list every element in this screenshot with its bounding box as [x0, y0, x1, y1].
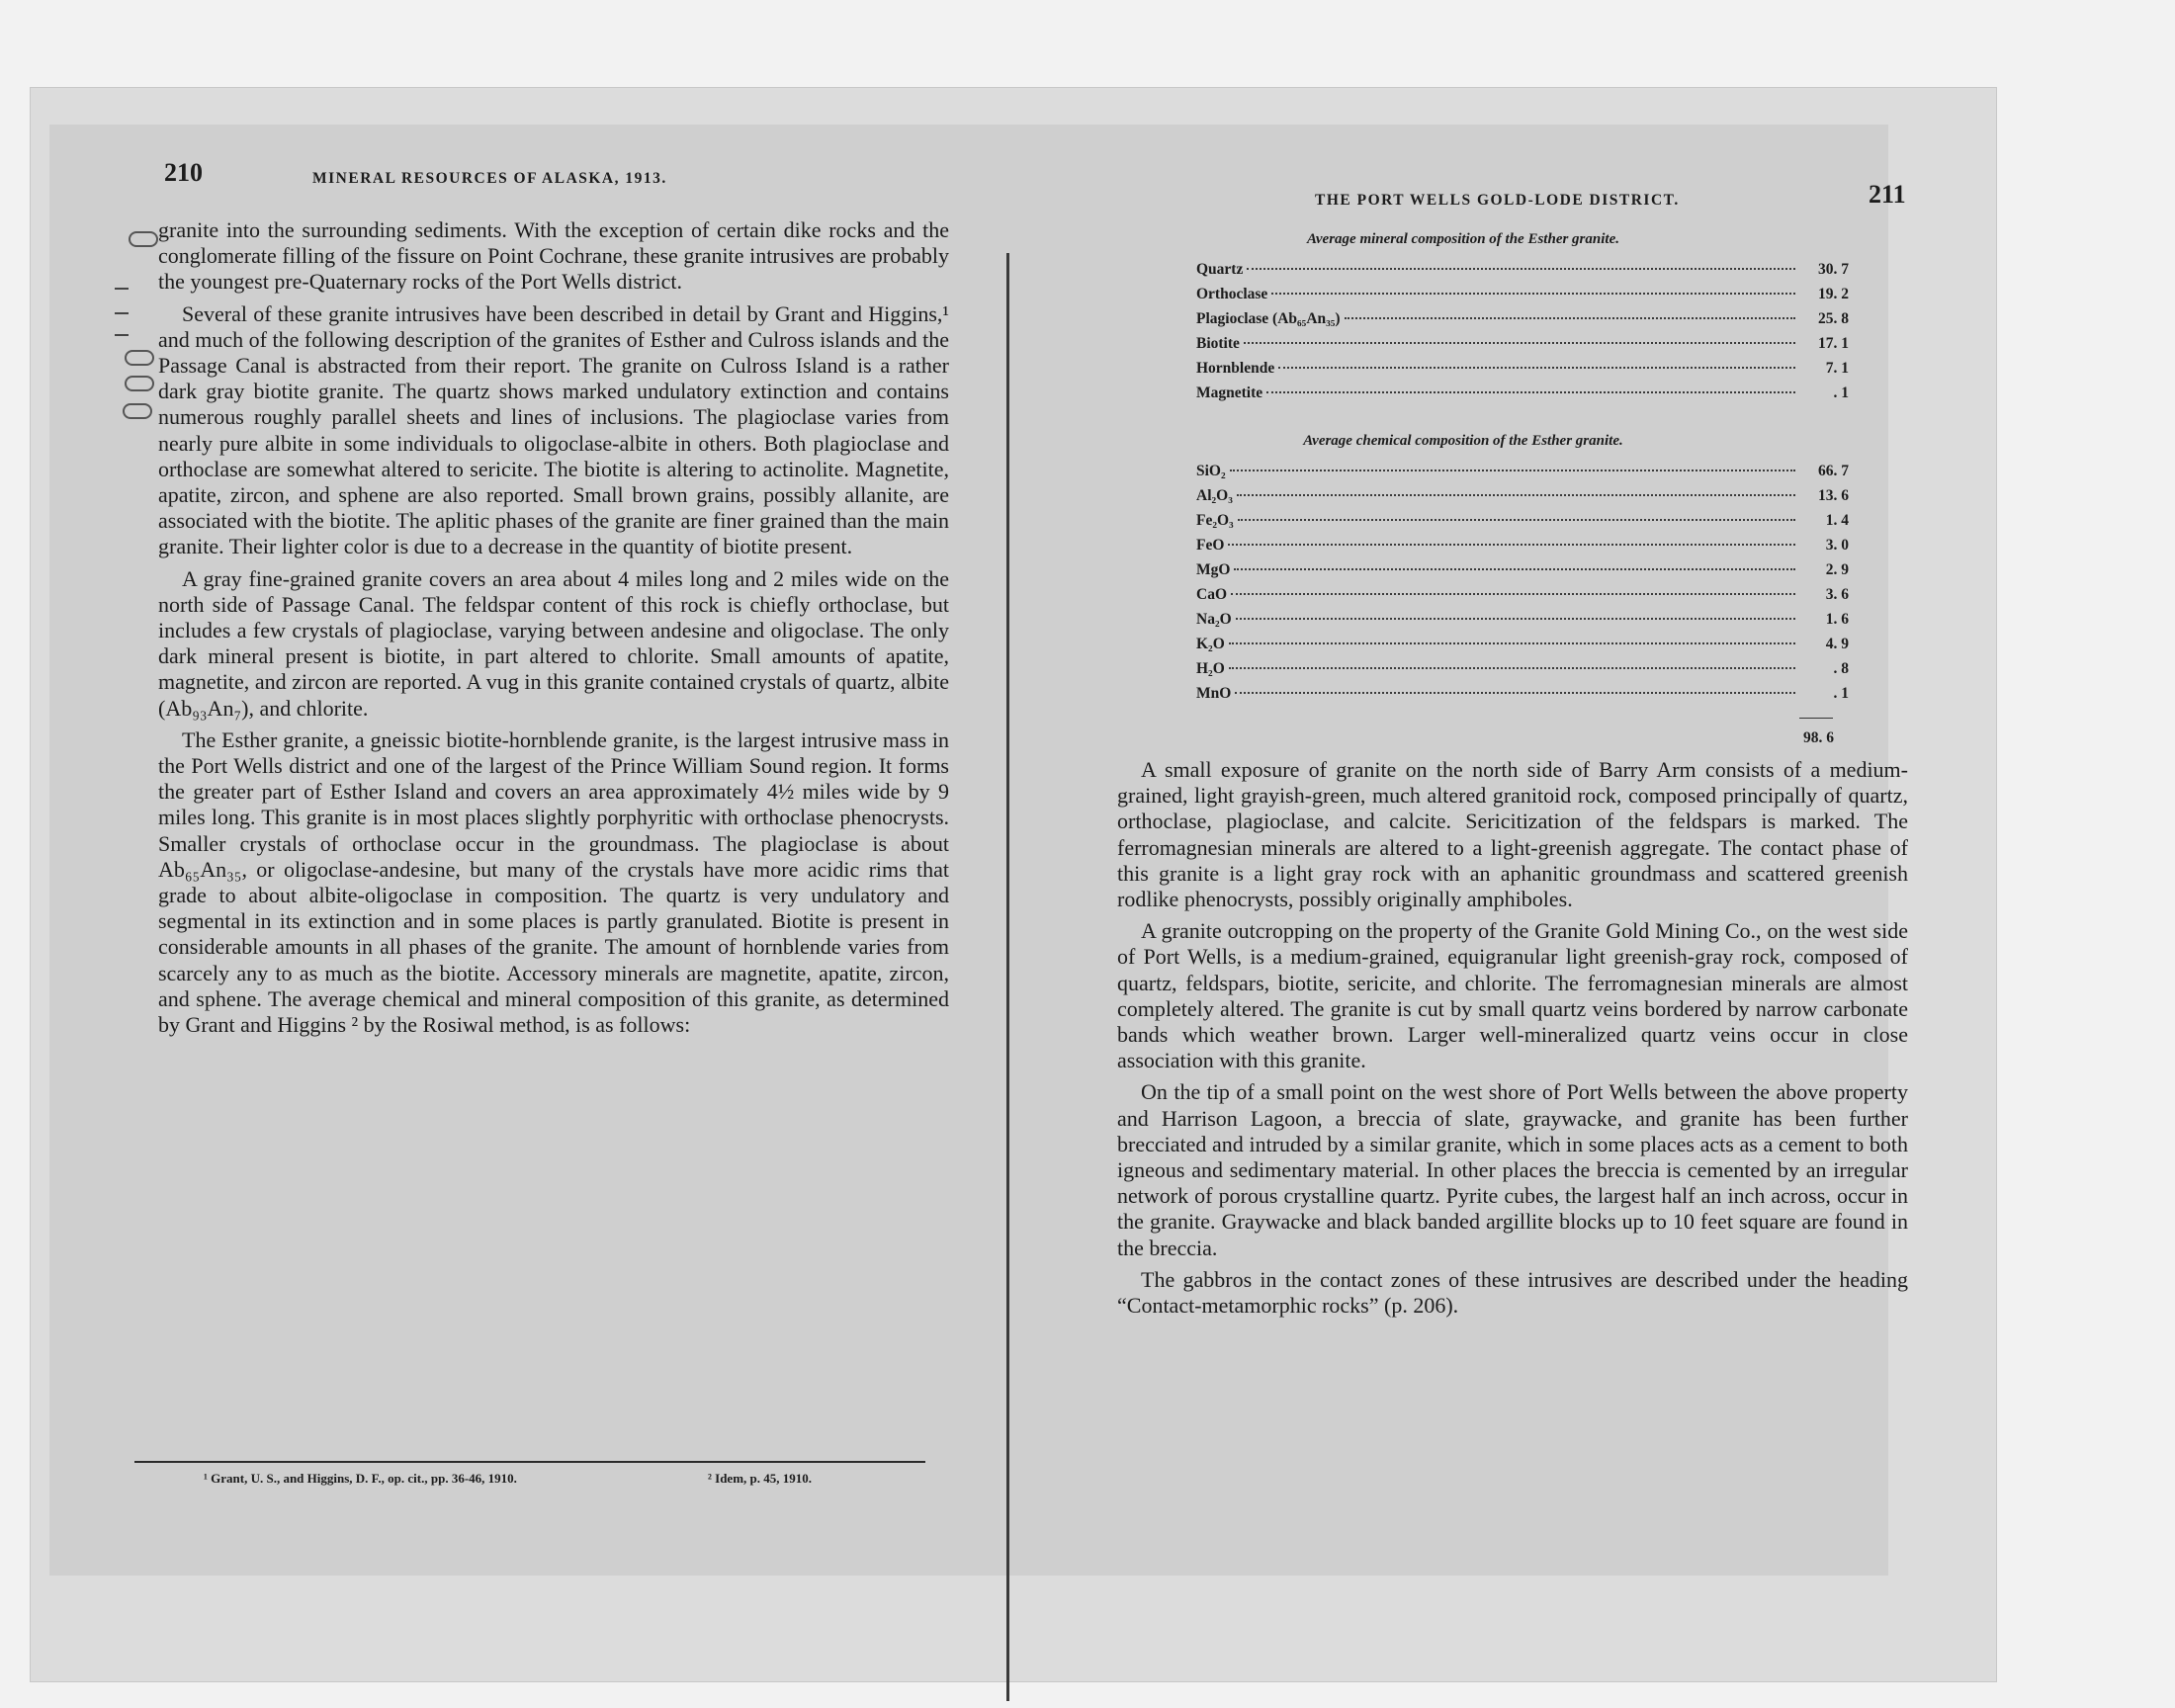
table-row — [1196, 660, 1849, 678]
paragraph: A gray fine-grained granite covers an area about 4 miles long and 2 miles wide on the north side of Passage Canal. The feldspar content of this rock is chiefly orthoclase, but includes a few crystals of plagioclase, varying between andesine and oligoclase. The only dark mineral present is biotite, in part altered to chlorite. Small amounts of apatite, magnetite, and zircon are reported. A vug in this granite contained crystals of quartz, albite (Ab₉₃An₇), and chlorite. — [158, 565, 949, 721]
dot-leader — [1235, 691, 1795, 694]
chemical-table-caption: Average chemical composition of the Esther granite. — [1303, 433, 1623, 449]
table-row-label: Na₂O — [1196, 611, 1232, 628]
table-row-label: Fe₂O₃ — [1196, 512, 1234, 529]
table-row-value: 3. 0 — [1825, 537, 1849, 554]
running-head: THE PORT WELLS GOLD-LODE DISTRICT. — [1315, 192, 1680, 209]
table-row-value: 4. 9 — [1825, 636, 1849, 652]
right-body-text — [1117, 757, 1908, 1324]
paragraph: The gabbros in the contact zones of these intrusives are described under the heading “Contact-metamorphic rocks” (p. 206). — [1117, 1266, 1908, 1319]
table-row — [1196, 335, 1849, 353]
table-row — [1196, 310, 1849, 328]
running-head: MINERAL RESOURCES OF ALASKA, 1913. — [312, 170, 667, 187]
paragraph: Several of these granite intrusives have been described in detail by Grant and Higgins,¹ and much of the following description of the granites of Esther and Culross islands and the Passage Canal is abstracted from their report. The granite on Culross Island is a rather dark gray biotite granite. The quartz shows marked undulatory extinction and contains numerous roughly parallel sheets and lines of inclusions. The plagioclase varies from nearly pure albite in some individuals to oligoclase-albite in others. Both plagioclase and orthoclase are somewhat altered to sericite. The biotite is altering to actinolite. Magnetite, apatite, zircon, and sphene are also reported. Small brown grains, possibly allanite, are associated with the biotite. The aplitic phases of the granite are finer grained than the main granite. Their lighter color is due to a decrease in the quantity of biotite present. — [158, 300, 949, 559]
dot-leader — [1234, 567, 1795, 570]
dot-leader — [1229, 641, 1795, 644]
table-row-value: 1. 4 — [1825, 512, 1849, 529]
dot-leader — [1228, 543, 1795, 546]
margin-mark — [115, 312, 129, 314]
table-row-label: Plagioclase (Ab₆₅An₃₅) — [1196, 310, 1341, 327]
page-gutter — [1006, 253, 1009, 1701]
margin-mark — [123, 403, 152, 419]
table-row — [1196, 512, 1849, 530]
table-row-label: Orthoclase — [1196, 286, 1268, 302]
table-row-label: MgO — [1196, 561, 1231, 578]
dot-leader — [1236, 617, 1795, 620]
dot-leader — [1231, 592, 1795, 595]
margin-mark — [129, 231, 158, 247]
left-body-text — [158, 217, 949, 1044]
table-row-value: 13. 6 — [1818, 487, 1849, 504]
table-row-value: . 8 — [1833, 660, 1849, 677]
dot-leader — [1345, 316, 1795, 319]
table-row-value: 30. 7 — [1818, 261, 1849, 278]
table-row-value: . 1 — [1833, 685, 1849, 702]
table-row — [1196, 685, 1849, 703]
table-row-label: FeO — [1196, 537, 1225, 554]
paragraph: A granite outcropping on the property of the Granite Gold Mining Co., on the west side of Port Wells, is a medium-grained, equigranular light greenish-gray rock, composed of quartz, feldspars, biotite, sericite, and chlorite. The ferromagnesian minerals are almost completely altered. The granite is cut by small quartz veins bordered by narrow carbonate bands which weather brown. Larger well-mineralized quartz veins occur in close association with this granite. — [1117, 918, 1908, 1073]
paragraph: The Esther granite, a gneissic biotite-hornblende granite, is the largest intrusive mass in the Port Wells district and one of the largest of the Prince William Sound region. It forms the greater part of Esther Island and covers an area approximately 4½ miles wide by 9 miles long. This granite is in most places slightly porphyritic with orthoclase phenocrysts. Smaller crystals of orthoclase occur in the groundmass. The plagioclase is about Ab₆₅An₃₅, or oligoclase-andesine, but many of the crystals have more acidic rims that grade to about albite-oligoclase in composition. The quartz is very undulatory and segmental in its extinction and in some places is partly granulated. Biotite is present in considerable amounts in all phases of the granite. The amount of hornblende varies from scarcely any to as much as the biotite. Accessory minerals are magnetite, apatite, zircon, and sphene. The average chemical and mineral composition of this granite, as determined by Grant and Higgins ² by the Rosiwal method, is as follows: — [158, 726, 949, 1038]
table-row-label: MnO — [1196, 685, 1232, 702]
table-row-label: H₂O — [1196, 660, 1225, 677]
table-row — [1196, 611, 1849, 629]
table-total: 98. 6 — [1803, 729, 1834, 746]
table-row-value: . 1 — [1833, 384, 1849, 401]
table-row — [1196, 636, 1849, 653]
table-row-value: 19. 2 — [1818, 286, 1849, 302]
dot-leader — [1271, 292, 1795, 295]
paragraph: On the tip of a small point on the west shore of Port Wells between the above property and Harrison Lagoon, a breccia of slate, graywacke, and granite has been further brecciated and intruded by a similar granite, which in some places acts as a cement to both igneous and sedimentary material. In other places the breccia is cemented by an irregular network of porous crystalline quartz. Pyrite cubes, the largest half an inch across, occur in the granite. Graywacke and black banded argillite blocks up to 10 feet square are found in the breccia. — [1117, 1079, 1908, 1260]
table-row — [1196, 261, 1849, 279]
table-row — [1196, 561, 1849, 579]
dot-leader — [1230, 469, 1795, 471]
margin-mark — [125, 350, 154, 366]
margin-mark — [125, 376, 154, 391]
footnote: ² Idem, p. 45, 1910. — [708, 1471, 813, 1486]
table-row-label: Quartz — [1196, 261, 1244, 278]
table-row — [1196, 360, 1849, 378]
dot-leader — [1238, 518, 1795, 521]
table-row — [1196, 384, 1849, 402]
table-row-value: 17. 1 — [1818, 335, 1849, 352]
dot-leader — [1244, 341, 1795, 344]
footnote: ¹ Grant, U. S., and Higgins, D. F., op. cit., pp. 36-46, 1910. — [204, 1471, 517, 1486]
table-row-value: 2. 9 — [1825, 561, 1849, 578]
table-row-value: 25. 8 — [1818, 310, 1849, 327]
page-number: 211 — [1869, 180, 1906, 209]
paragraph: A small exposure of granite on the north side of Barry Arm consists of a medium-grained, light grayish-green, much altered granitoid rock, composed principally of quartz, orthoclase, plagioclase, and calcite. Sericitization of the feldspars is marked. The ferromagnesian minerals are altered to a light-greenish aggregate. The contact phase of this granite is a light gray rock with an aphanitic groundmass and scattered greenish rodlike phenocrysts, possibly originally amphiboles. — [1117, 757, 1908, 912]
dot-leader — [1278, 366, 1795, 369]
paragraph: granite into the surrounding sediments. With the exception of certain dike rocks and the conglomerate filling of the fissure on Point Cochrane, these granite intrusives are probably the youngest pre-Quaternary rocks of the Port Wells district. — [158, 217, 949, 295]
table-row-label: SiO₂ — [1196, 463, 1226, 479]
table-row-label: Hornblende — [1196, 360, 1275, 377]
table-row — [1196, 586, 1849, 604]
table-row-value: 3. 6 — [1825, 586, 1849, 603]
dot-leader — [1237, 493, 1795, 496]
page-number: 210 — [164, 158, 203, 187]
dot-leader — [1266, 390, 1795, 393]
table-row-label: Biotite — [1196, 335, 1240, 352]
dot-leader — [1229, 666, 1795, 669]
book-spread — [49, 125, 1908, 1576]
table-row-label: Magnetite — [1196, 384, 1263, 401]
footnote-rule — [134, 1461, 925, 1463]
table-row-value: 7. 1 — [1825, 360, 1849, 377]
total-rule — [1799, 718, 1833, 719]
table-row-value: 1. 6 — [1825, 611, 1849, 628]
table-row-label: K₂O — [1196, 636, 1225, 652]
table-row — [1196, 463, 1849, 480]
margin-mark — [115, 288, 129, 290]
table-row-label: CaO — [1196, 586, 1227, 603]
table-row — [1196, 537, 1849, 555]
table-row — [1196, 487, 1849, 505]
table-row-label: Al₂O₃ — [1196, 487, 1233, 504]
table-row — [1196, 286, 1849, 303]
mineral-table-caption: Average mineral composition of the Esther granite. — [1307, 231, 1619, 247]
table-row-value: 66. 7 — [1818, 463, 1849, 479]
margin-mark — [115, 334, 129, 336]
dot-leader — [1247, 267, 1795, 270]
